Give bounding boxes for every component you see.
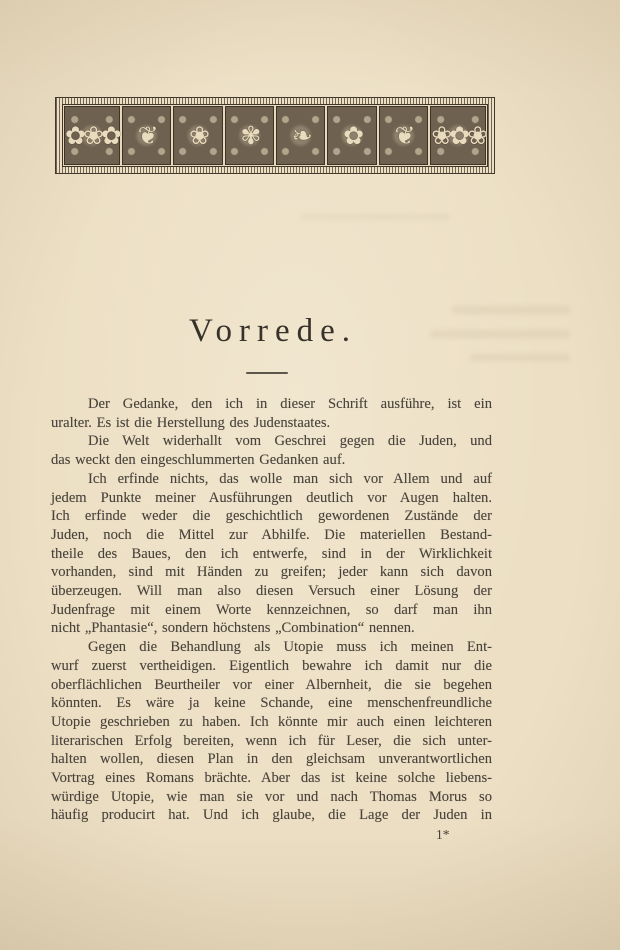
text-line: Die Welt widerhallt vom Geschrei gegen die Juden, und	[88, 433, 492, 450]
text-line: Gegen die Behandlung als Utopie muss ich meinen Ent-	[88, 639, 492, 656]
text-line: das weckt den eingeschlummerten Gedanken auf.	[51, 452, 346, 469]
paragraph	[51, 638, 492, 825]
ornament-panels	[62, 104, 488, 167]
ornament-panel: ✾	[225, 106, 274, 165]
ornament-panel: ❀✿❀	[430, 106, 486, 165]
text-line: Vortrag eines Romans brächte. Aber das ist keine solche liebens-	[51, 770, 492, 787]
show-through-smudge	[430, 330, 570, 338]
text-line: Der Gedanke, den ich in dieser Schrift ausführe, ist ein	[88, 396, 492, 412]
paragraph	[51, 470, 492, 638]
text-line: halten wollen, diesen Plan in den gleichsam unverantwortlichen	[51, 751, 492, 768]
show-through-smudge	[470, 354, 570, 361]
title-divider	[246, 372, 288, 374]
text-line: Juden, noch die Mittel zur Abhilfe. Die materiellen Bestand-	[51, 526, 492, 543]
text-line: Ich erfinde nichts, das wolle man sich vor Allem und auf	[88, 470, 492, 487]
text-line: wurf zuerst vertheidigen. Eigentlich bewahre ich damit nur die	[51, 657, 492, 674]
ornament-panel: ✿	[327, 106, 376, 165]
text-line: würdige Utopie, wie man sie vor und nach Thomas Morus so	[51, 788, 492, 805]
signature-mark: 1*	[436, 827, 450, 842]
ornament-panel: ❦	[379, 106, 428, 165]
show-through-smudge	[300, 214, 450, 220]
ornament-band	[55, 97, 495, 174]
paragraph	[51, 395, 492, 432]
text-line: theile des Baues, den ich entwerfe, sind in der Wirklichkeit	[51, 545, 492, 562]
text-line: häufig producirt hat. Und ich glaube, die Lage der Juden in	[51, 807, 492, 824]
text-line: könnten. Es wäre ja keine Schande, eine menschenfreundliche	[51, 695, 492, 712]
text-line: nicht „Phantasie“, sondern höchstens „Combination“ nennen.	[51, 620, 415, 637]
text-line: oberflächlichen Beurtheiler vor einer Albernheit, die sie begehen	[51, 676, 492, 693]
text-line: überzeugen. Will man also diesen Versuch einer Lösung der	[51, 583, 492, 600]
show-through-smudge	[452, 306, 570, 314]
text-line: Judenfrage mit einem Worte kennzeichnen, so darf man ihn	[51, 601, 492, 618]
body-text	[51, 395, 492, 825]
text-line: uralter. Es ist die Herstellung des Judenstaates.	[51, 414, 331, 431]
ornament-panel: ❧	[276, 106, 325, 165]
text-line: literarischen Erfolg bereiten, wenn ich für Leser, die sich unter-	[51, 732, 492, 749]
page-title: Vorrede.	[188, 313, 358, 349]
text-line: Utopie geschrieben zu haben. Ich könnte mir auch einen leichteren	[51, 713, 492, 730]
ornament-panel: ✿❀✿	[64, 106, 120, 165]
ornament-panel: ❦	[122, 106, 171, 165]
text-line: Ich erfinde weder die geschichtlich gewordenen Zustände der	[51, 508, 492, 525]
ornament-panel: ❀	[173, 106, 222, 165]
text-line: vorhanden, sind mit Händen zu greifen; jeder kann sich davon	[51, 564, 492, 581]
paragraph	[51, 432, 492, 469]
text-line: jedem Punkte meiner Ausführungen deutlich vor Augen halten.	[51, 489, 492, 506]
